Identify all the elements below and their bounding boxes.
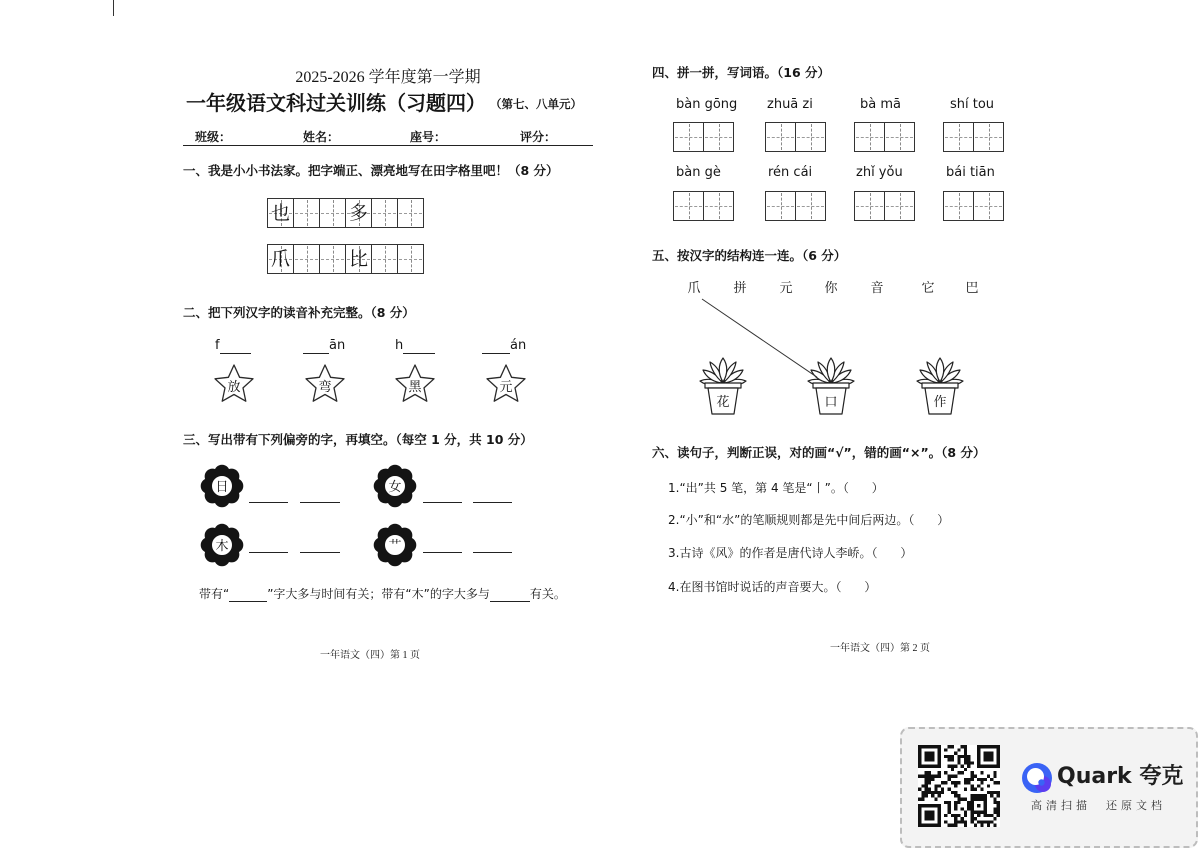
pinyin-item-3: [395, 338, 435, 354]
structure-character: 巴: [965, 281, 979, 296]
pot-character: 口: [824, 395, 838, 410]
star-icon: [484, 363, 528, 405]
tianzige-cell: [854, 122, 885, 152]
sentence-part: 有关。: [529, 587, 566, 601]
flower-pot: [806, 355, 856, 415]
pinyin-answer-blank: [220, 341, 251, 354]
answer-blank: [423, 502, 462, 503]
flower-pot: [915, 355, 965, 415]
worksheet-subtitle: （第七、八单元）: [490, 97, 582, 111]
pinyin-initial: f: [215, 338, 220, 353]
section-5-heading: 五、按汉字的结构连一连。（6 分）: [652, 248, 847, 263]
tianzige-cell: [345, 198, 372, 228]
section-1-heading: 一、我是小小书法家。把字端正、漂亮地写在田字格里吧！（8 分）: [183, 163, 559, 178]
radical-character: 木: [215, 539, 229, 554]
page-1-footer: 一年语文（四）第 1 页: [320, 650, 420, 661]
tianzige-cell: [884, 191, 915, 221]
name-label: 姓名：: [303, 130, 340, 144]
tianzige-cell: [973, 122, 1004, 152]
tianzige-cell: [854, 191, 885, 221]
qr-modules: [918, 745, 1000, 827]
answer-blank: [423, 552, 462, 553]
answer-blank: [300, 502, 340, 503]
structure-character: 你: [824, 281, 838, 296]
tianzige-cell: [267, 198, 294, 228]
pinyin-word: zhuā zi: [767, 97, 813, 112]
pinyin-word: shí tou: [950, 97, 995, 112]
pinyin-initial: h: [395, 338, 404, 353]
tianzige-cell: [397, 244, 424, 274]
tianzige-cell: [673, 191, 704, 221]
pinyin-item-2: [303, 338, 345, 354]
structure-character: 它: [921, 281, 935, 296]
tianzige-row-1: [267, 198, 424, 228]
pinyin-item-1: [215, 338, 251, 354]
pinyin-item-4: [482, 338, 526, 354]
star-character: 元: [499, 380, 513, 395]
model-character: 也: [270, 201, 290, 224]
word-grid: [943, 122, 1004, 152]
flower-pot: [698, 355, 748, 415]
tianzige-cell: [765, 122, 796, 152]
tianzige-cell: [267, 244, 294, 274]
tianzige-cell: [943, 122, 974, 152]
flower-icon: [373, 523, 417, 567]
word-grid: [673, 191, 734, 221]
model-character: 比: [348, 247, 368, 270]
answer-blank: [473, 552, 512, 553]
radical-character: 艹: [388, 539, 402, 554]
seat-number-label: 座号：: [410, 130, 447, 144]
pinyin-word: bàn gè: [676, 165, 721, 180]
pinyin-answer-blank: [303, 341, 329, 354]
worksheet-title: 一年级语文科过关训练（习题四）: [186, 91, 486, 115]
tianzige-cell: [703, 191, 734, 221]
tianzige-cell: [943, 191, 974, 221]
flower-icon: [200, 523, 244, 567]
pinyin-word: zhǐ yǒu: [856, 165, 903, 180]
word-grid: [765, 122, 826, 152]
tianzige-cell: [397, 198, 424, 228]
section-3-heading: 三、写出带有下列偏旁的字，再填空。（每空 1 分，共 10 分）: [183, 432, 533, 447]
word-grid: [854, 191, 915, 221]
tianzige-cell: [703, 122, 734, 152]
tianzige-cell: [884, 122, 915, 152]
pot-character: 作: [933, 395, 947, 410]
brand-name: Quark: [1057, 764, 1132, 789]
pinyin-final: ān: [329, 338, 346, 353]
school-year: 2025-2026 学年度第一学期: [295, 69, 481, 86]
structure-character: 音: [870, 281, 884, 296]
flower-icon: [373, 464, 417, 508]
brand-name-cn: 夸克: [1139, 764, 1184, 789]
tianzige-cell: [673, 122, 704, 152]
judgement-statement: 4.在图书馆时说话的声音要大。（ ）: [668, 580, 877, 594]
scan-edge-mark: [113, 0, 114, 16]
tianzige-cell: [319, 198, 346, 228]
quark-tagline: 高清扫描 还原文档: [1031, 799, 1166, 812]
judgement-statement: 1.“出”共 5 笔，第 4 笔是“丨”。（ ）: [668, 481, 884, 495]
word-grid: [943, 191, 1004, 221]
tianzige-cell: [371, 198, 398, 228]
section-6-heading: 六、读句子，判断正误，对的画“√”，错的画“×”。（8 分）: [652, 445, 986, 460]
answer-blank: [249, 502, 288, 503]
judgement-statement: 2.“小”和“水”的笔顺规则都是先中间后两边。（ ）: [668, 513, 950, 527]
model-character: 多: [348, 201, 368, 224]
answer-blank: [473, 502, 512, 503]
class-label: 班级：: [195, 130, 232, 144]
model-character: 爪: [270, 247, 290, 270]
tianzige-cell: [345, 244, 372, 274]
structure-character: 爪: [687, 281, 701, 296]
radical-character: 女: [388, 480, 402, 495]
sentence-part: ”字大多与时间有关；带有“木”的字大多与: [267, 587, 490, 601]
star-icon: [393, 363, 437, 405]
pinyin-final: án: [510, 338, 527, 353]
tianzige-cell: [795, 191, 826, 221]
header-divider: [183, 145, 593, 146]
pinyin-word: bái tiān: [946, 165, 995, 180]
star-character: 弯: [318, 380, 332, 395]
tianzige-cell: [319, 244, 346, 274]
structure-character: 元: [779, 281, 793, 296]
section-4-heading: 四、拼一拼，写词语。（16 分）: [652, 65, 830, 80]
radical-character: 日: [215, 480, 229, 495]
page-2-footer: 一年语文（四）第 2 页: [830, 643, 930, 654]
quark-logo-icon: [1021, 762, 1053, 794]
pot-character: 花: [716, 395, 730, 410]
sentence-blank: [229, 589, 267, 602]
tianzige-cell: [293, 198, 320, 228]
word-grid: [765, 191, 826, 221]
pinyin-answer-blank: [403, 341, 435, 354]
word-grid: [854, 122, 915, 152]
pinyin-word: rén cái: [768, 165, 813, 180]
sentence-part: 带有“: [199, 587, 230, 601]
fill-in-sentence: [199, 586, 566, 602]
pinyin-word: bà mā: [860, 97, 901, 112]
qr-code: [918, 745, 1000, 827]
tianzige-cell: [293, 244, 320, 274]
judgement-statement: 3.古诗《风》的作者是唐代诗人李峤。（ ）: [668, 546, 913, 560]
tianzige-cell: [795, 122, 826, 152]
tianzige-cell: [973, 191, 1004, 221]
pinyin-word: bàn gōng: [676, 97, 738, 112]
star-character: 放: [227, 380, 241, 395]
tianzige-row-2: [267, 244, 424, 274]
section-2-heading: 二、把下列汉字的读音补充完整。（8 分）: [183, 305, 415, 320]
quark-brand: [1057, 764, 1183, 790]
sentence-blank: [490, 589, 530, 602]
flower-icon: [200, 464, 244, 508]
pinyin-answer-blank: [482, 341, 510, 354]
tianzige-cell: [371, 244, 398, 274]
answer-blank: [300, 552, 340, 553]
score-label: 评分：: [520, 130, 557, 144]
answer-blank: [249, 552, 288, 553]
star-icon: [212, 363, 256, 405]
star-icon: [303, 363, 347, 405]
word-grid: [673, 122, 734, 152]
tianzige-cell: [765, 191, 796, 221]
star-character: 黑: [408, 380, 422, 395]
structure-character: 拼: [733, 281, 747, 296]
